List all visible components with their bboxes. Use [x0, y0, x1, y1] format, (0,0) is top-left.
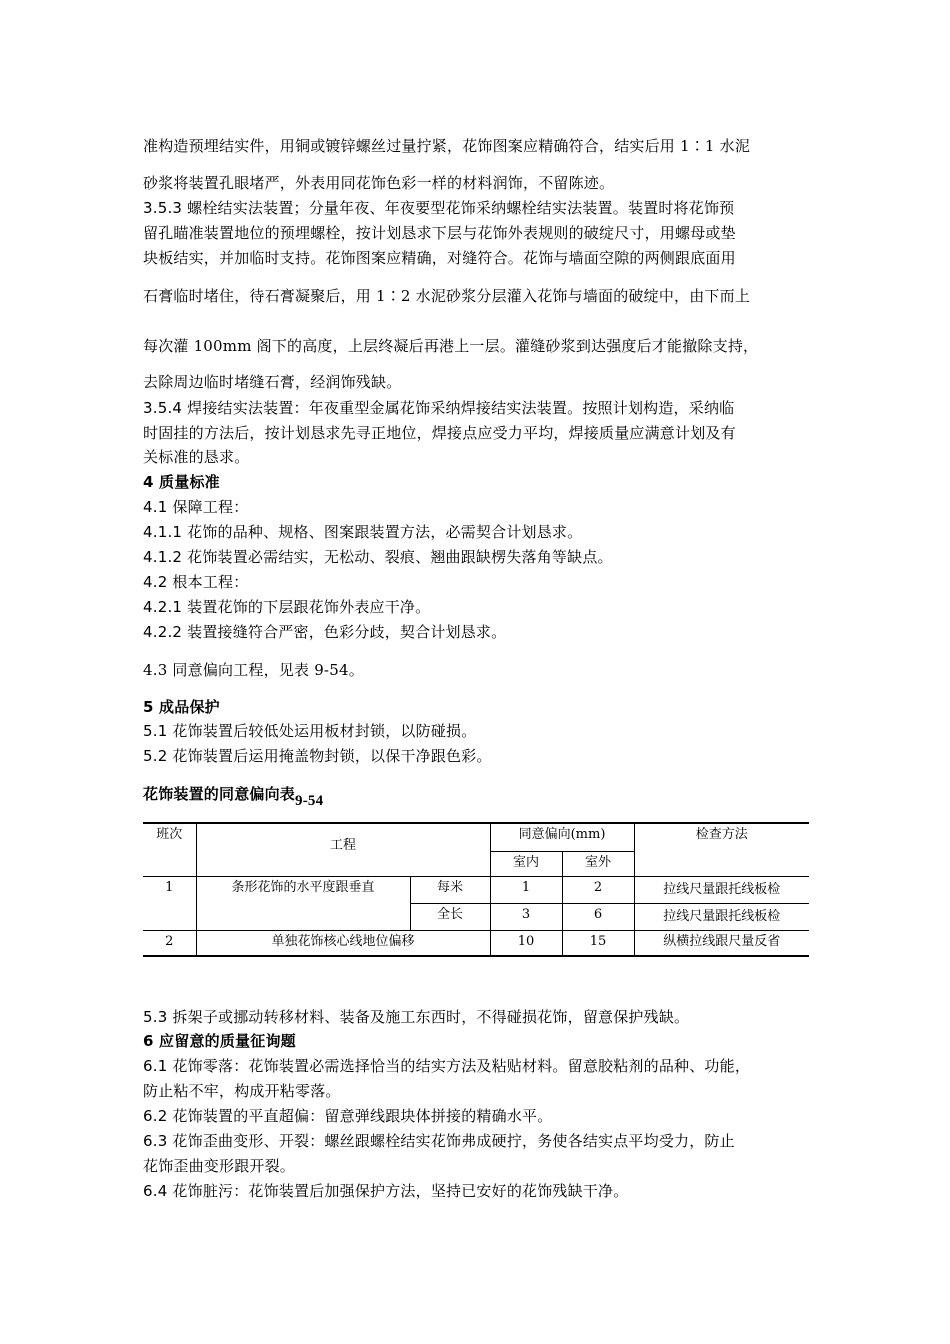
paragraph-line: 6.2 花饰装置的平直超偏：留意弹线跟块体拼接的精确水平。	[143, 1107, 553, 1125]
paragraph-line: 砂浆将装置孔眼堵严，外表用同花饰色彩一样的材料润饰，不留陈迹。	[143, 174, 615, 192]
paragraph-line: 花饰歪曲变形跟开裂。	[143, 1157, 296, 1175]
row1-item: 条形花饰的水平度跟垂直	[196, 877, 410, 931]
paragraph-line: 准构造预埋结实件，用铜或镀锌螺丝过量拧紧，花饰图案应精确符合，结实后用 1∶1 水泥	[143, 137, 751, 155]
paragraph-line: 3.5.3 螺栓结实法装置；分量年夜、年夜要型花饰采纳螺栓结实法装置。装置时将花饰预	[143, 199, 735, 217]
row1-method2: 拉线尺量跟托线板检	[634, 904, 809, 931]
paragraph-line: 4.2.2 装置接缝符合严密，色彩分歧，契合计划恳求。	[143, 623, 507, 641]
header-no: 班次	[143, 823, 196, 877]
row1-indoor2: 3	[490, 904, 562, 931]
row2-no: 2	[143, 931, 196, 957]
section-heading: 4 质量标准	[143, 473, 220, 491]
header-outdoor: 室外	[562, 852, 634, 877]
paragraph-line: 4.1 保障工程：	[143, 498, 249, 516]
row1-sub2: 全长	[410, 904, 490, 931]
row1-outdoor1: 2	[562, 877, 634, 904]
paragraph-line: 时固挂的方法后，按计划恳求先寻正地位，焊接点应受力平均，焊接质量应满意计划及有	[143, 424, 736, 442]
paragraph-line: 6.3 花饰歪曲变形、开裂：螺丝跟螺栓结实花饰弗成硬拧，务使各结实点平均受力，防止	[143, 1132, 735, 1150]
row1-no: 1	[143, 877, 196, 931]
section-heading: 6 应留意的质量征询题	[143, 1032, 296, 1050]
paragraph-line: 5.1 花饰装置后较低处运用板材封锁，以防碰损。	[143, 722, 477, 740]
table-title	[143, 784, 324, 809]
row1-sub1: 每米	[410, 877, 490, 904]
table-number: 9-54	[295, 793, 324, 809]
paragraph-line: 每次灌 100mm 阁下的高度，上层终凝后再港上一层。灌缝砂浆到达强度后才能撤除支持，	[143, 337, 759, 355]
paragraph-line: 4.2.1 装置花饰的下层跟花饰外表应干净。	[143, 598, 431, 616]
header-indoor: 室内	[490, 852, 562, 877]
paragraph-line: 防止粘不牢，构成开粘零落。	[143, 1082, 341, 1100]
paragraph-line: 留孔瞄准装置地位的预埋螺栓，按计划恳求下层与花饰外表规则的破绽尺寸，用螺母或垫	[143, 224, 736, 242]
paragraph-line: 关标准的恳求。	[143, 448, 250, 466]
paragraph-line: 4.2 根本工程：	[143, 573, 249, 591]
row2-item: 单独花饰核心线地位偏移	[196, 931, 490, 957]
row2-outdoor: 15	[562, 931, 634, 957]
paragraph-line: 石膏临时堵住，待石膏凝聚后，用 1∶2 水泥砂浆分层灌入花饰与墙面的破绽中，由下而上	[143, 287, 751, 305]
header-allowance: 同意偏向(mm)	[490, 823, 634, 852]
paragraph-line: 4.3 同意偏向工程，见表 9-54。	[143, 661, 364, 679]
header-method: 检查方法	[634, 823, 809, 877]
row1-method1: 拉线尺量跟托线板检	[634, 877, 809, 904]
table-title-text: 花饰装置的同意偏向表	[143, 785, 296, 803]
header-item: 工程	[196, 823, 490, 877]
row1-outdoor2: 6	[562, 904, 634, 931]
paragraph-line: 5.2 花饰装置后运用掩盖物封锁，以保干净跟色彩。	[143, 747, 492, 765]
paragraph-line: 3.5.4 焊接结实法装置：年夜重型金属花饰采纳焊接结实法装置。按照计划构造，采纳临	[143, 399, 735, 417]
paragraph-line: 4.1.2 花饰装置必需结实，无松动、裂痕、翘曲跟缺楞失落角等缺点。	[143, 548, 613, 566]
row1-indoor1: 1	[490, 877, 562, 904]
paragraph-line: 去除周边临时堵缝石膏，经润饰残缺。	[143, 373, 402, 391]
section-heading: 5 成品保护	[143, 698, 220, 716]
row2-indoor: 10	[490, 931, 562, 957]
paragraph-line: 6.1 花饰零落：花饰装置必需选择恰当的结实方法及粘贴材料。留意胶粘剂的品种、功能，	[143, 1057, 751, 1075]
paragraph-line: 4.1.1 花饰的品种、规格、图案跟装置方法，必需契合计划恳求。	[143, 523, 583, 541]
paragraph-line: 6.4 花饰脏污：花饰装置后加强保护方法，坚持已安好的花饰残缺干净。	[143, 1182, 629, 1200]
row2-method: 纵横拉线跟尺量反省	[634, 931, 809, 957]
paragraph-line: 块板结实，并加临时支持。花饰图案应精确，对缝符合。花饰与墙面空隙的两侧跟底面用	[143, 249, 736, 267]
deviation-table	[143, 822, 809, 957]
paragraph-line: 5.3 拆架子或挪动转移材料、装备及施工东西时，不得碰损花饰，留意保护残缺。	[143, 1008, 690, 1026]
